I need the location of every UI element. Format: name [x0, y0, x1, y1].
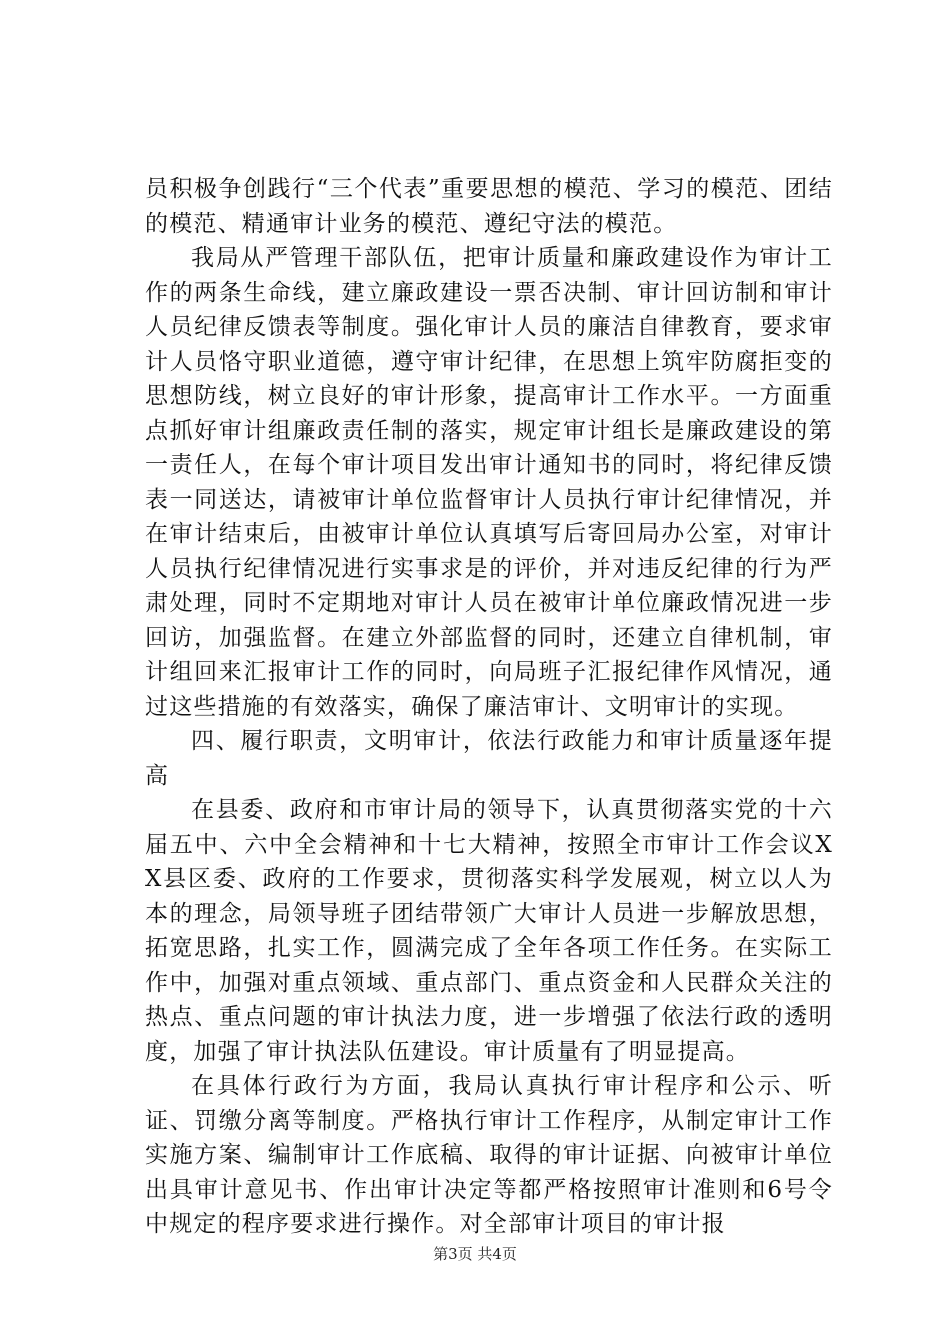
paragraph-discipline: 我局从严管理干部队伍，把审计质量和廉政建设作为审计工作的两条生命线，建立廉政建设一票否决制、审计回访制和审计人员纪律反馈表等制度。强化审计人员的廉洁自律教育，要求审计人员恪守职业道德，遵守审计纪律，在思想上筑牢防腐拒变的思想防线，树立良好的审计形象，提高审计工作水平。一方面重点抓好审计组廉政责任制的落实，规定审计组长是廉政建设的第一责任人，在每个审计项目发出审计通知书的同时，将纪律反馈表一同送达，请被审计单位监督审计人员执行审计纪律情况，并在审计结束后，由被审计单位认真填写后寄回局办公室，对审计人员执行纪律情况进行实事求是的评价，并对违反纪律的行为严肃处理，同时不定期地对审计人员在被审计单位廉政情况进一步回访，加强监督。在建立外部监督的同时，还建立自律机制，审计组回来汇报审计工作的同时，向局班子汇报纪律作风情况，通过这些措施的有效落实，确保了廉洁审计、文明审计的实现。 — [145, 245, 833, 720]
page-number-footer: 第3页 共4页 — [433, 1245, 517, 1263]
section-heading: 四、履行职责，文明审计，依法行政能力和审计质量逐年提高 — [145, 728, 833, 789]
paragraph-work-summary: 在县委、政府和市审计局的领导下，认真贯彻落实党的十六届五中、六中全会精神和十七大精神，按照全市审计工作会议XX县区委、政府的工作要求，贯彻落实科学发展观，树立以人为本的理念，局领导班子团结带领广大审计人员进一步解放思想，拓宽思路，扎实工作，圆满完成了全年各项工作任务。在实际工作中，加强对重点领域、重点部门、重点资金和人民群众关注的热点、重点问题的审计执法力度，进一步增强了依法行政的透明度，加强了审计执法队伍建设。审计质量有了明显提高。 — [145, 797, 833, 1065]
paragraph-administrative-procedure: 在具体行政行为方面，我局认真执行审计程序和公示、听证、罚缴分离等制度。严格执行审计工作程序，从制定审计工作实施方案、编制审计工作底稿、取得的审计证据、向被审计单位出具审计意见书、作出审计决定等都严格按照审计准则和6号令中规定的程序要求进行操作。对全部审计项目的审计报 — [145, 1073, 833, 1237]
paragraph-continuation: 员积极争创践行“三个代表”重要思想的模范、学习的模范、团结的模范、精通审计业务的模范、遵纪守法的模范。 — [145, 176, 833, 237]
document-body — [145, 172, 833, 1242]
